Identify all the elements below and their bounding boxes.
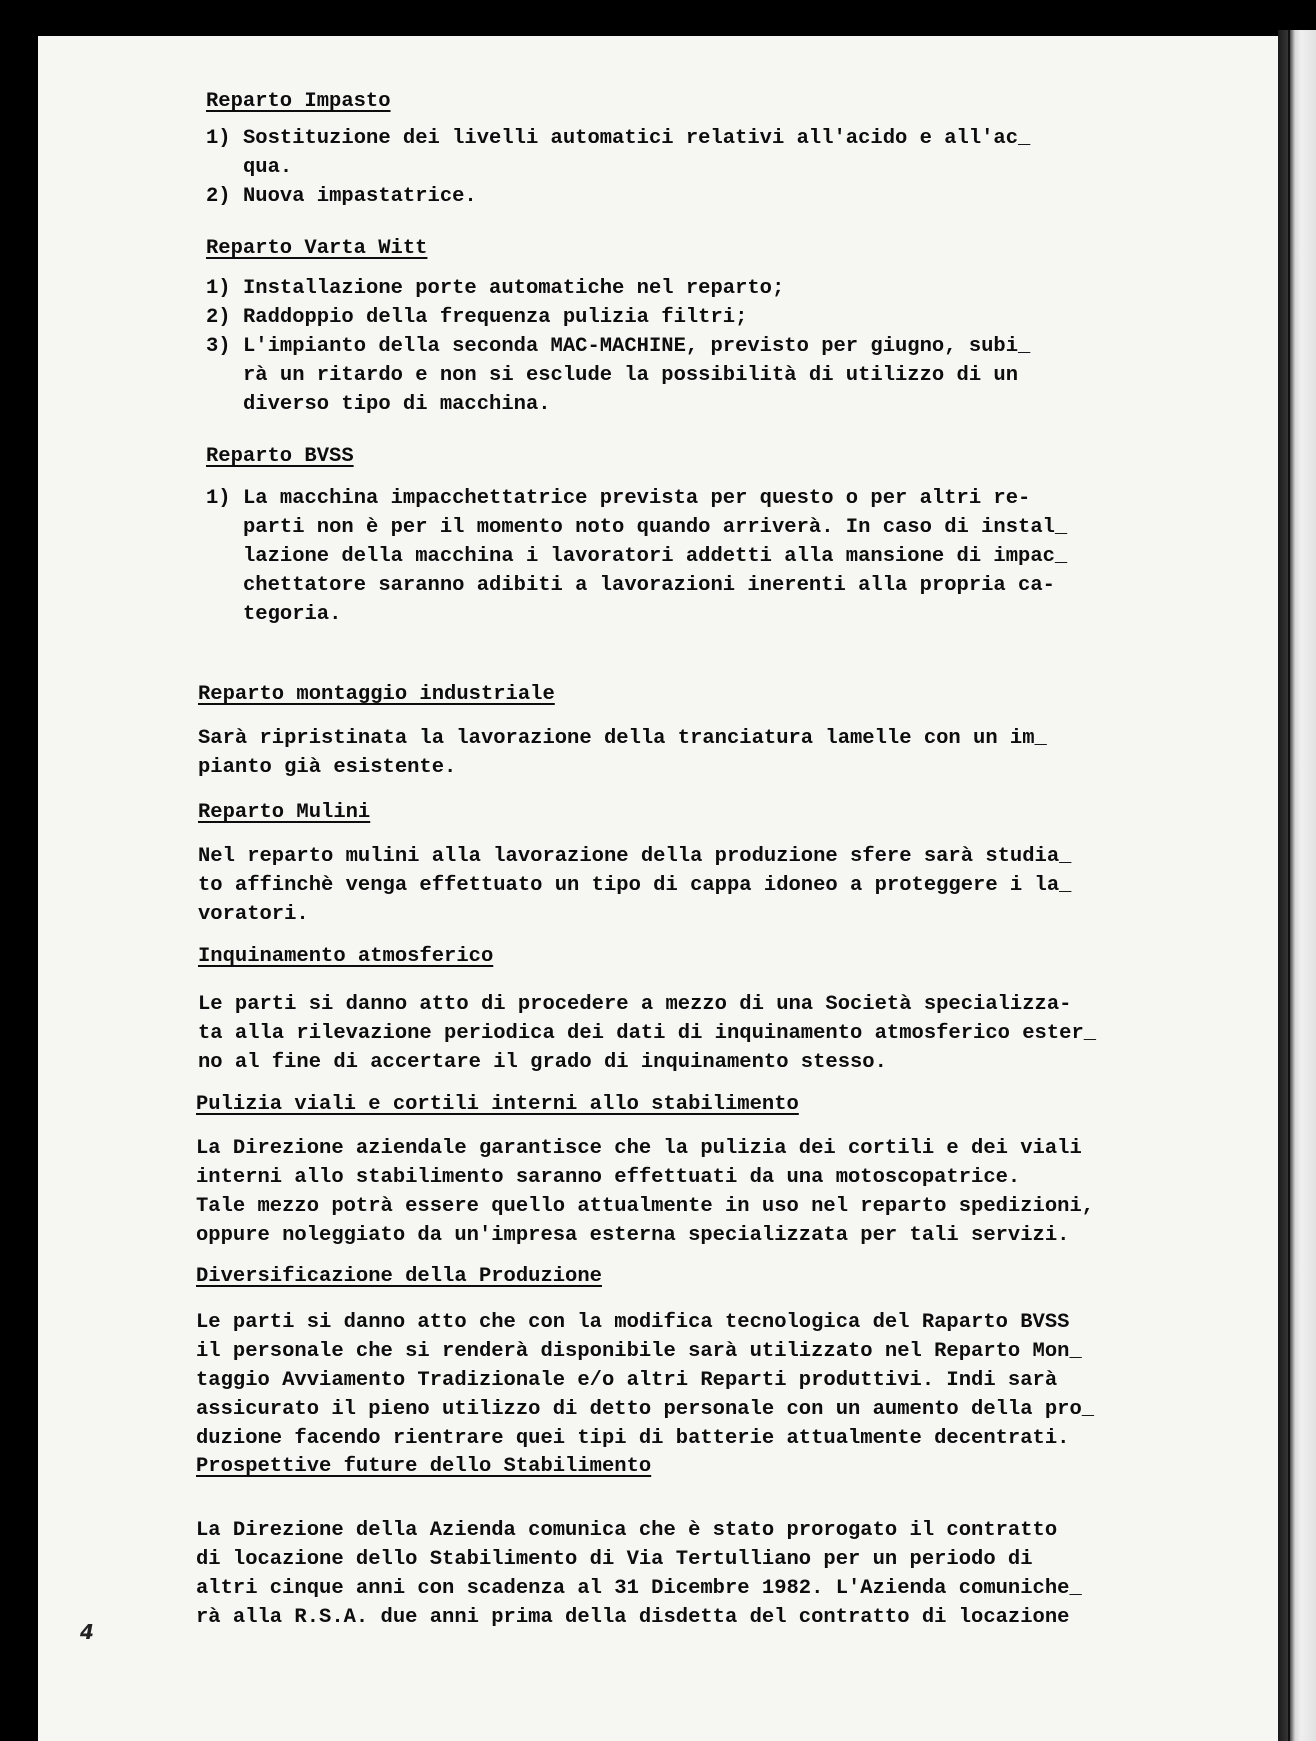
item-line: qua. bbox=[243, 156, 293, 179]
item-number: 3) bbox=[206, 335, 231, 358]
item-line: diverso tipo di macchina. bbox=[243, 393, 551, 416]
paragraph-line: to affinchè venga effettuato un tipo di cappa idoneo a proteggere i la_ bbox=[198, 874, 1072, 897]
heading-reparto-impasto: Reparto Impasto bbox=[206, 90, 391, 113]
top-scan-border bbox=[0, 0, 1316, 38]
paragraph-line: il personale che si renderà disponibile sarà utilizzato nel Reparto Mon_ bbox=[196, 1340, 1082, 1363]
paragraph-line: rà alla R.S.A. due anni prima della disdetta del contratto di locazione bbox=[196, 1606, 1070, 1629]
paragraph-line: altri cinque anni con scadenza al 31 Dicembre 1982. L'Azienda comuniche_ bbox=[196, 1577, 1082, 1600]
paragraph-line: voratori. bbox=[198, 903, 309, 926]
list-item bbox=[206, 124, 1106, 182]
item-line: Nuova impastatrice. bbox=[243, 185, 477, 208]
item-line: rà un ritardo e non si esclude la possibilità di utilizzo di un bbox=[243, 364, 1019, 387]
list-item bbox=[206, 182, 1106, 211]
paragraph-inquinamento bbox=[198, 990, 1198, 1077]
paragraph-line: La Direzione aziendale garantisce che la pulizia dei cortili e dei viali bbox=[196, 1137, 1082, 1160]
paragraph-line: interni allo stabilimento saranno effettuati da una motoscopatrice. bbox=[196, 1166, 1021, 1189]
margin-page-mark: 4 bbox=[80, 1620, 94, 1644]
item-line: La macchina impacchettatrice prevista per questo o per altri re- bbox=[243, 487, 1031, 510]
list-impasto bbox=[206, 124, 1106, 211]
paragraph-line: di locazione dello Stabilimento di Via Tertulliano per un periodo di bbox=[196, 1548, 1033, 1571]
paragraph-line: Tale mezzo potrà essere quello attualmente in uso nel reparto spedizioni, bbox=[196, 1195, 1095, 1218]
paragraph-line: assicurato il pieno utilizzo di detto personale con un aumento della pro_ bbox=[196, 1398, 1095, 1421]
list-item bbox=[206, 484, 1126, 629]
item-line: L'impianto della seconda MAC-MACHINE, previsto per giugno, subi_ bbox=[243, 335, 1031, 358]
paragraph-diversificazione bbox=[196, 1308, 1226, 1453]
item-number: 2) bbox=[206, 185, 231, 208]
item-line: parti non è per il momento noto quando arriverà. In caso di instal_ bbox=[243, 516, 1068, 539]
paragraph-line: Sarà ripristinata la lavorazione della tranciatura lamelle con un im_ bbox=[198, 727, 1047, 750]
item-number: 1) bbox=[206, 127, 231, 150]
paragraph-montaggio bbox=[198, 724, 1158, 782]
list-varta-witt bbox=[206, 274, 1106, 419]
item-line: Installazione porte automatiche nel reparto; bbox=[243, 277, 785, 300]
paragraph-line: taggio Avviamento Tradizionale e/o altri Reparti produttivi. Indi sarà bbox=[196, 1369, 1058, 1392]
list-item bbox=[206, 303, 1106, 332]
page-edge-shadow bbox=[1278, 30, 1316, 1741]
item-line: Raddoppio della frequenza pulizia filtri; bbox=[243, 306, 748, 329]
paragraph-prospettive bbox=[196, 1516, 1226, 1632]
item-line: lazione della macchina i lavoratori addetti alla mansione di impac_ bbox=[243, 545, 1068, 568]
item-number: 1) bbox=[206, 277, 231, 300]
list-bvss bbox=[206, 484, 1126, 629]
paragraph-line: La Direzione della Azienda comunica che è stato prorogato il contratto bbox=[196, 1519, 1058, 1542]
paragraph-line: ta alla rilevazione periodica dei dati di inquinamento atmosferico ester_ bbox=[198, 1022, 1097, 1045]
item-number: 1) bbox=[206, 487, 231, 510]
paragraph-line: Le parti si danno atto di procedere a mezzo di una Società specializza- bbox=[198, 993, 1072, 1016]
paragraph-pulizia bbox=[196, 1134, 1226, 1250]
heading-reparto-varta-witt: Reparto Varta Witt bbox=[206, 237, 428, 260]
heading-pulizia-viali: Pulizia viali e cortili interni allo stabilimento bbox=[196, 1093, 799, 1116]
heading-reparto-montaggio: Reparto montaggio industriale bbox=[198, 683, 555, 706]
item-line: tegoria. bbox=[243, 603, 342, 626]
paragraph-line: oppure noleggiato da un'impresa esterna specializzata per tali servizi. bbox=[196, 1224, 1070, 1247]
list-item bbox=[206, 274, 1106, 303]
heading-inquinamento: Inquinamento atmosferico bbox=[198, 945, 494, 968]
paragraph-line: Le parti si danno atto che con la modifica tecnologica del Raparto BVSS bbox=[196, 1311, 1070, 1334]
paragraph-line: Nel reparto mulini alla lavorazione della produzione sfere sarà studia_ bbox=[198, 845, 1072, 868]
item-line: chettatore saranno adibiti a lavorazioni inerenti alla propria ca- bbox=[243, 574, 1055, 597]
heading-diversificazione: Diversificazione della Produzione bbox=[196, 1265, 602, 1288]
heading-reparto-bvss: Reparto BVSS bbox=[206, 445, 354, 468]
paragraph-mulini bbox=[198, 842, 1178, 929]
item-line: Sostituzione dei livelli automatici relativi all'acido e all'ac_ bbox=[243, 127, 1031, 150]
paragraph-line: no al fine di accertare il grado di inquinamento stesso. bbox=[198, 1051, 887, 1074]
heading-prospettive-future: Prospettive future dello Stabilimento bbox=[196, 1455, 652, 1478]
heading-reparto-mulini: Reparto Mulini bbox=[198, 801, 371, 824]
paragraph-line: pianto già esistente. bbox=[198, 756, 457, 779]
list-item bbox=[206, 332, 1106, 419]
item-number: 2) bbox=[206, 306, 231, 329]
document-page bbox=[38, 36, 1278, 1741]
paragraph-line: duzione facendo rientrare quei tipi di batterie attualmente decentrati. bbox=[196, 1427, 1070, 1450]
